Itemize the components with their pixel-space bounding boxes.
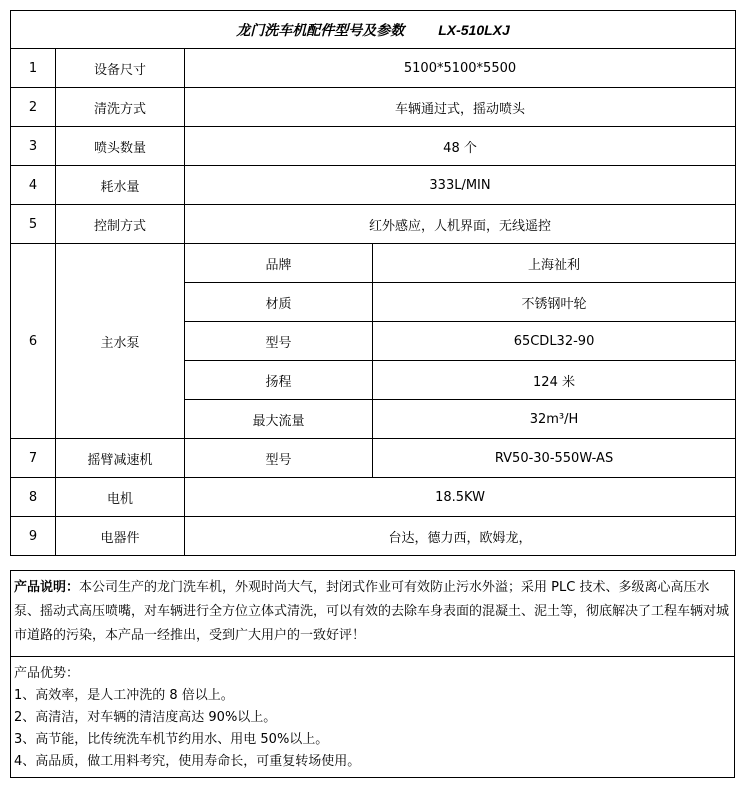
row-number: 3	[11, 127, 56, 166]
title-text: 龙门洗车机配件型号及参数	[236, 21, 405, 38]
row-name: 电机	[56, 478, 185, 517]
spec-value: 65CDL32-90	[373, 322, 736, 361]
list-item: 3、高节能，比传统洗车机节约用水、用电 50%以上。	[14, 732, 329, 747]
spec-label: 最大流量	[185, 400, 373, 439]
row-value: 333L/MIN	[185, 166, 736, 205]
title-row	[11, 11, 736, 49]
table-row	[11, 439, 736, 478]
row-value: 48 个	[185, 127, 736, 166]
table-title	[11, 11, 736, 49]
table-row	[11, 517, 736, 556]
advantages-title: 产品优势：	[14, 666, 80, 681]
model-number: LX-510LXJ	[438, 21, 510, 38]
product-advantages	[10, 657, 735, 778]
spec-label: 扬程	[185, 361, 373, 400]
row-name: 耗水量	[56, 166, 185, 205]
spec-label: 型号	[185, 439, 373, 478]
spec-value: 上海祉利	[373, 244, 736, 283]
row-value: 红外感应，人机界面，无线遥控	[185, 205, 736, 244]
row-name: 设备尺寸	[56, 49, 185, 88]
spec-label: 材质	[185, 283, 373, 322]
product-description	[10, 570, 735, 657]
spec-value: RV50-30-550W-AS	[373, 439, 736, 478]
spec-table	[10, 10, 736, 556]
row-number: 9	[11, 517, 56, 556]
row-value: 台达，德力西，欧姆龙，	[185, 517, 736, 556]
row-value: 车辆通过式，摇动喷头	[185, 88, 736, 127]
spec-sheet	[10, 10, 735, 556]
row-number: 7	[11, 439, 56, 478]
list-item: 4、高品质，做工用料考究，使用寿命长，可重复转场使用。	[14, 754, 361, 769]
description-text: 本公司生产的龙门洗车机，外观时尚大气，封闭式作业可有效防止污水外溢；采用 PLC 技术、多级离心高压水泵、摇动式高压喷嘴，对车辆进行全方位立体式清洗，可以有效的去除车身表面的混凝土、泥土等，彻底解决了工程车辆对城市道路的污染，本产品一经推出，受到广大用户的一致好评！	[14, 580, 730, 643]
row-value: 5100*5100*5500	[185, 49, 736, 88]
table-row	[11, 166, 736, 205]
row-number: 2	[11, 88, 56, 127]
description-label: 产品说明：	[14, 580, 80, 595]
table-row	[11, 88, 736, 127]
row-name: 清洗方式	[56, 88, 185, 127]
list-item: 1、高效率，是人工冲洗的 8 倍以上。	[14, 688, 234, 703]
row-name: 控制方式	[56, 205, 185, 244]
row-number: 5	[11, 205, 56, 244]
table-row	[11, 127, 736, 166]
row-name: 喷头数量	[56, 127, 185, 166]
spec-value: 124 米	[373, 361, 736, 400]
table-row	[11, 49, 736, 88]
row-number: 4	[11, 166, 56, 205]
row-name: 电器件	[56, 517, 185, 556]
spec-value: 32m³/H	[373, 400, 736, 439]
row-number: 1	[11, 49, 56, 88]
row-number: 8	[11, 478, 56, 517]
table-row	[11, 478, 736, 517]
pump-row	[11, 244, 736, 283]
list-item: 2、高清洁，对车辆的清洁度高达 90%以上。	[14, 710, 277, 725]
row-name: 摇臂减速机	[56, 439, 185, 478]
row-name: 主水泵	[56, 244, 185, 439]
spec-value: 不锈钢叶轮	[373, 283, 736, 322]
table-row	[11, 205, 736, 244]
spec-label: 品牌	[185, 244, 373, 283]
spec-label: 型号	[185, 322, 373, 361]
row-number: 6	[11, 244, 56, 439]
row-value: 18.5KW	[185, 478, 736, 517]
